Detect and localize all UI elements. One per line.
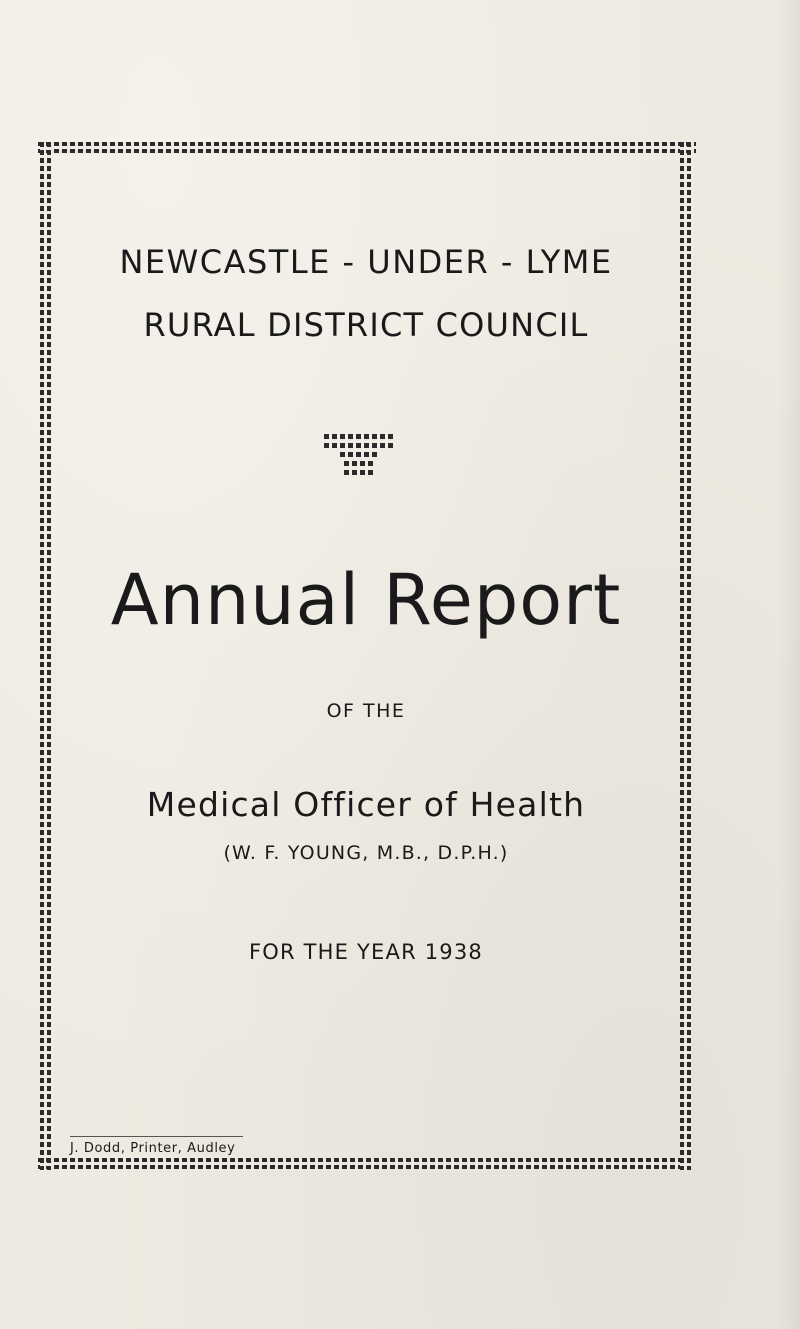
dot-triangle-ornament-icon (320, 430, 400, 480)
border-bottom-gaps (38, 1158, 686, 1170)
page-edge-shadow (778, 0, 800, 1329)
main-title: Annual Report (110, 559, 622, 641)
officer-name: (W. F. YOUNG, M.B., D.P.H.) (223, 842, 509, 864)
border-top-gaps (38, 142, 696, 154)
printer-divider (70, 1136, 243, 1137)
council-name-line2: RURAL DISTRICT COUNCIL (143, 306, 589, 344)
printer-credit: J. Dodd, Printer, Audley (70, 1141, 236, 1156)
subtitle: Medical Officer of Health (146, 785, 586, 824)
border-right-gaps (680, 142, 692, 1170)
border-left-gaps (40, 142, 52, 1170)
report-year: FOR THE YEAR 1938 (248, 940, 483, 964)
council-name-line1: NEWCASTLE - UNDER - LYME (119, 243, 613, 281)
of-the-label: OF THE (326, 700, 406, 722)
